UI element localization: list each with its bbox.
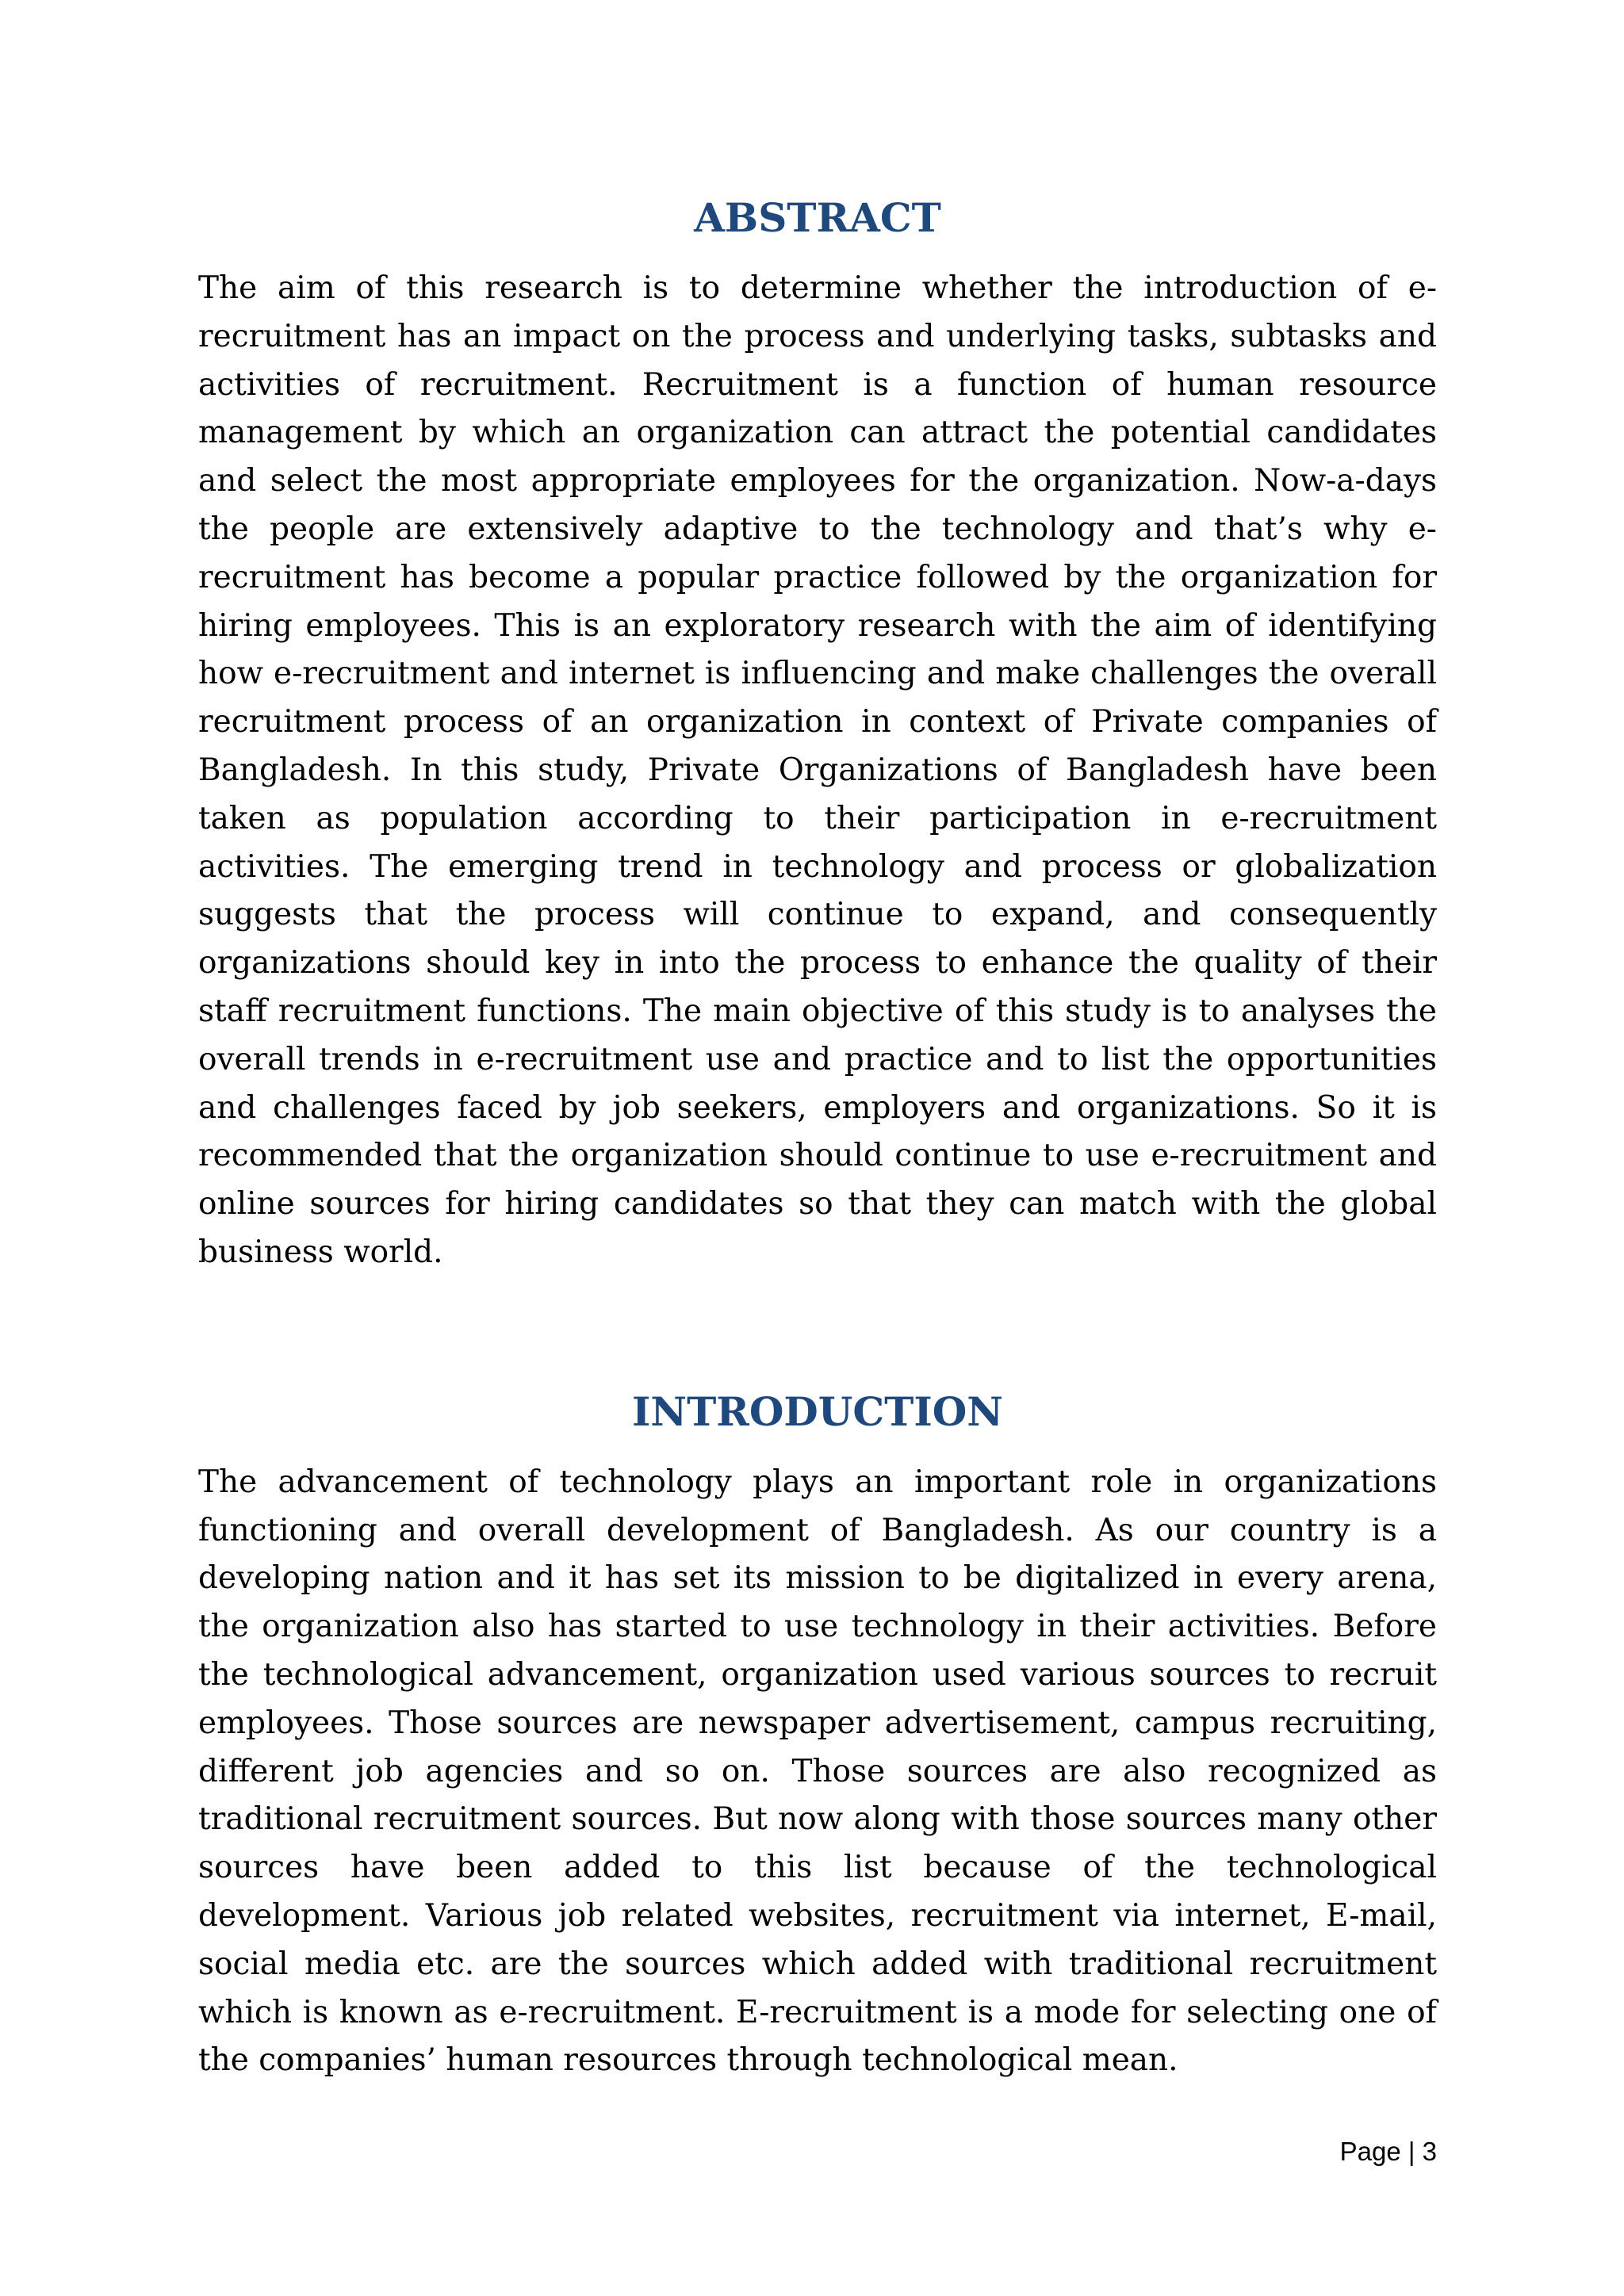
introduction-paragraph: The advancement of technology plays an important role in organizations functioning and overall development of Bangladesh. As our country is a developing nation and it has set its mission to be digitalized in every arena, the organization also has started to use technology in their activities. Before the technological advancement, organization used various sources to recruit employees. Those sources are newspaper advertisement, campus recruiting, different job agencies and so on. Those sources are also recognized as traditional recruitment sources. But now along with those sources many other sources have been added to this list because of the technological development. Various job related websites, recruitment via internet, E-mail, social media etc. are the sources which added with traditional recruitment which is known as e-recruitment. E-recruitment is a mode for selecting one of the companies’ human resources through technological mean. [198,1464,1437,2079]
abstract-heading: ABSTRACT [694,194,941,241]
abstract-section [198,190,1437,1277]
page-number: Page | 3 [1339,2137,1437,2166]
page-content [198,190,1437,2085]
introduction-heading: INTRODUCTION [631,1387,1004,1435]
section-spacer [198,1277,1437,1384]
introduction-section [198,1384,1437,2085]
abstract-paragraph: The aim of this research is to determine whether the introduction of e-recruitment has an impact on the process and underlying tasks, subtasks and activities of recruitment. Recruitment is a function of human resource management by which an organization can attract the potential candidates and select the most appropriate employees for the organization. Now-a-days the people are extensively adaptive to the technology and that’s why e-recruitment has become a popular practice followed by the organization for hiring employees. This is an exploratory research with the aim of identifying how e-recruitment and internet is influencing and make challenges the overall recruitment process of an organization in context of Private companies of Bangladesh. In this study, Private Organizations of Bangladesh have been taken as population according to their participation in e-recruitment activities. The emerging trend in technology and process or globalization suggests that the process will continue to expand, and consequently organizations should key in into the process to enhance the quality of their staff recruitment functions. The main objective of this study is to analyses the overall trends in e-recruitment use and practice and to list the opportunities and challenges faced by job seekers, employers and organizations. So it is recommended that the organization should continue to use e-recruitment and online sources for hiring candidates so that they can match with the global business world. [198,270,1437,1270]
